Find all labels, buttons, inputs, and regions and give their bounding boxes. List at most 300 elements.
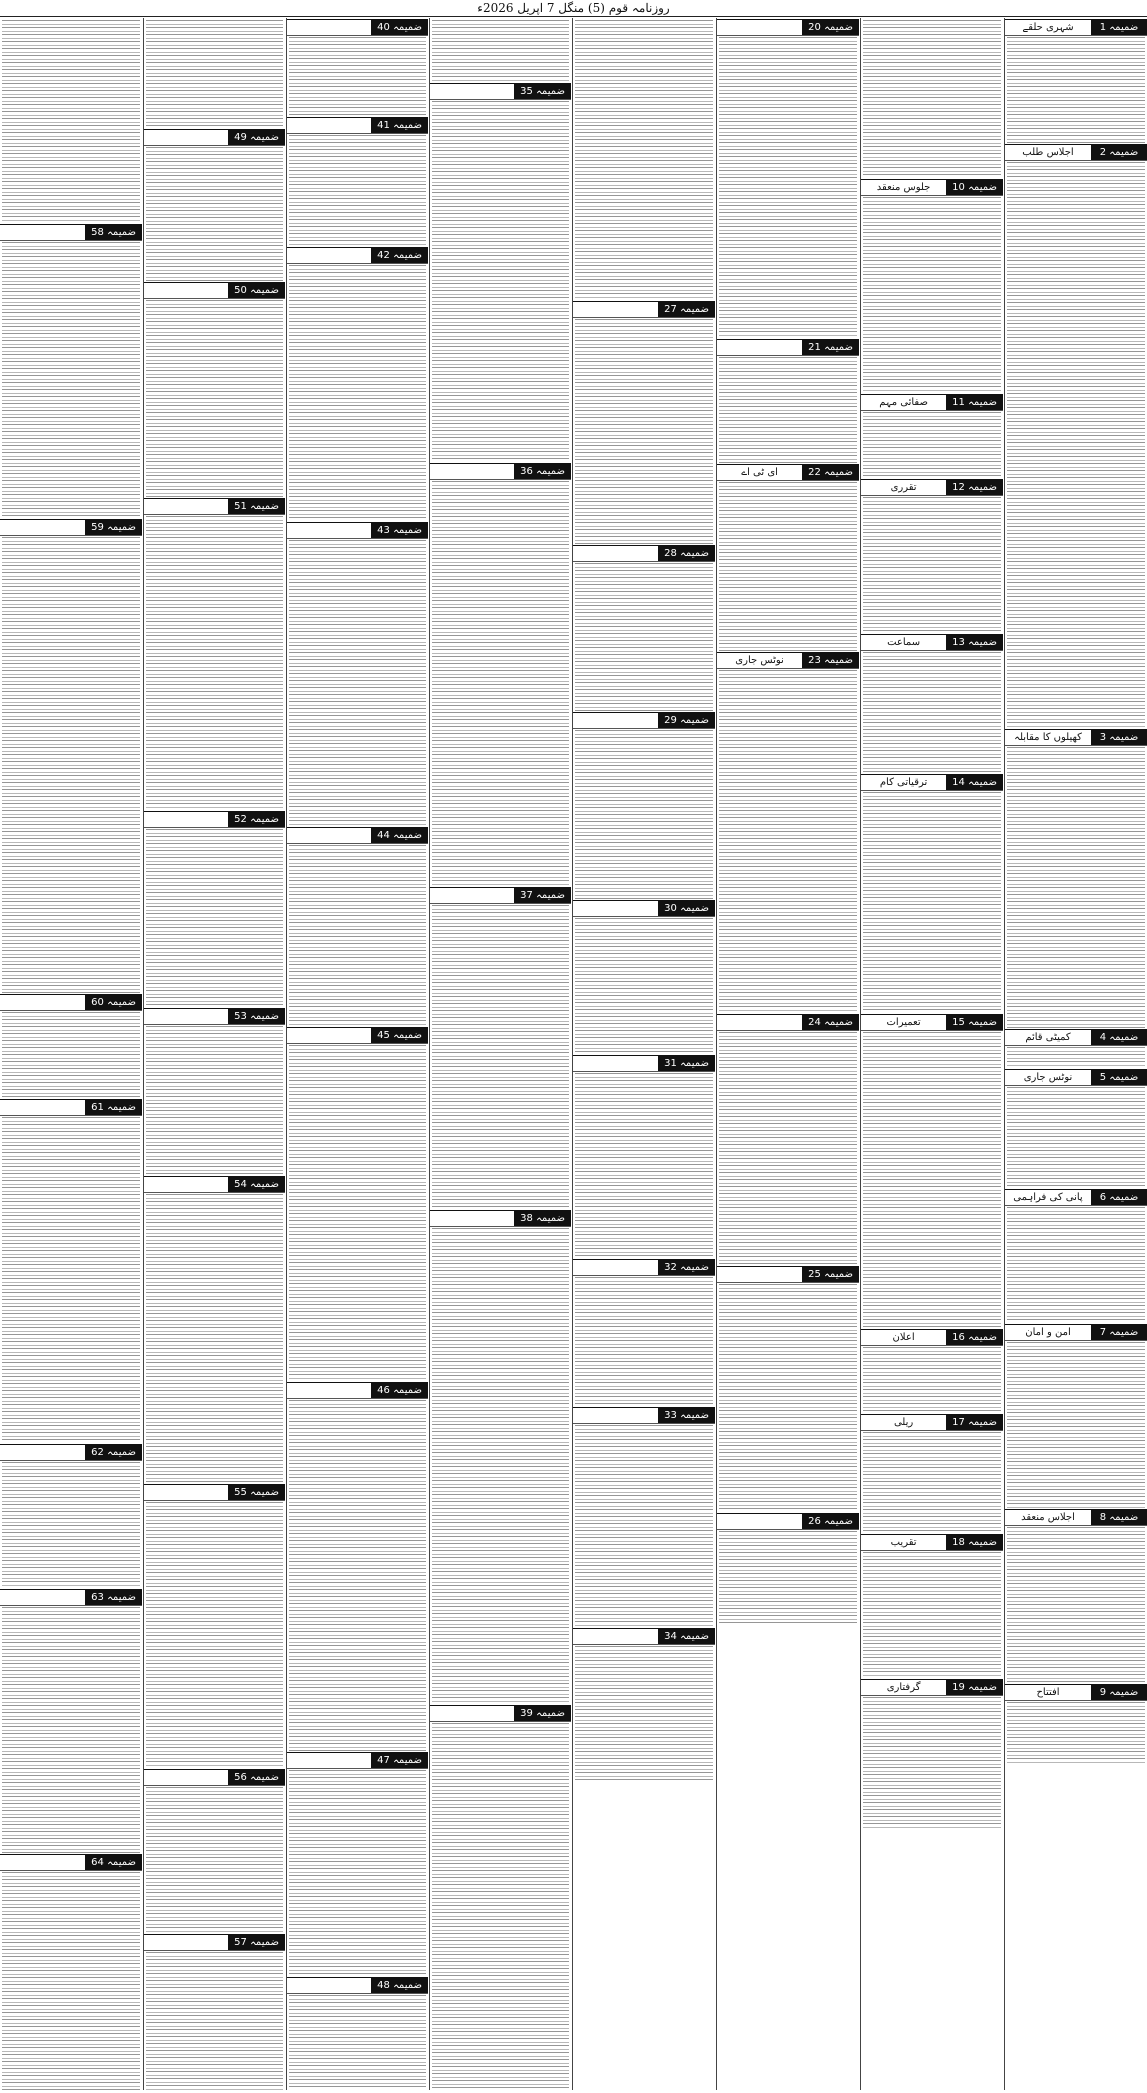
article-body-text	[1007, 1702, 1145, 1763]
article-title	[573, 713, 658, 728]
article-title: نوٹس جاری	[735, 655, 784, 666]
article-header	[287, 247, 428, 264]
article	[287, 1976, 428, 2090]
article-number-badge: ضمیمہ 58	[85, 225, 142, 240]
article-header	[287, 1382, 428, 1399]
article	[1005, 728, 1147, 1028]
article-body-text	[146, 20, 283, 128]
article	[861, 178, 1003, 393]
article	[144, 497, 285, 810]
article-body-text	[863, 1347, 1001, 1413]
article	[1005, 1188, 1147, 1323]
article-header	[861, 774, 1003, 791]
article-title	[573, 1260, 658, 1275]
column-divider	[143, 18, 144, 2090]
article-header	[144, 129, 285, 146]
article-number-badge: ضمیمہ 24	[802, 1015, 859, 1030]
article-header	[573, 1259, 715, 1276]
article-header	[861, 1534, 1003, 1551]
article-number-badge: ضمیمہ 9	[1091, 1685, 1147, 1700]
article-body-text	[146, 1787, 283, 1933]
article-title	[287, 1383, 371, 1398]
article-number-badge: ضمیمہ 41	[371, 118, 428, 133]
masthead: روزنامہ قوم (5) منگل 7 اپریل 2026ء	[477, 1, 670, 15]
article-number-badge: ضمیمہ 10	[946, 180, 1003, 195]
article-title	[287, 1978, 371, 1993]
article-number-badge: ضمیمہ 3	[1091, 730, 1147, 745]
article-header	[573, 545, 715, 562]
article	[0, 1443, 142, 1588]
article-title: تقریب	[890, 1537, 917, 1548]
article-header	[1005, 1029, 1147, 1046]
article	[0, 1853, 142, 2090]
article-body-text	[863, 1032, 1001, 1328]
article-header	[0, 1444, 142, 1461]
article-number-badge: ضمیمہ 22	[802, 465, 859, 480]
article-header	[717, 1014, 859, 1031]
article-body-text	[146, 829, 283, 1007]
article	[1005, 143, 1147, 728]
article-number-badge: ضمیمہ 56	[228, 1770, 285, 1785]
article-number-badge: ضمیمہ 54	[228, 1177, 285, 1192]
article	[573, 18, 715, 300]
article	[430, 18, 571, 82]
column-divider	[286, 18, 287, 2090]
article-body-text	[863, 652, 1001, 773]
article-body-text	[863, 792, 1001, 1013]
article-header	[717, 1513, 859, 1530]
column-4	[573, 18, 715, 2090]
article-body-text	[432, 101, 569, 462]
article	[0, 223, 142, 518]
article-header	[287, 1977, 428, 1994]
article-number-badge: ضمیمہ 50	[228, 283, 285, 298]
article-title	[144, 130, 228, 145]
article-title	[573, 1629, 658, 1644]
article	[144, 1768, 285, 1933]
article-header	[430, 887, 571, 904]
article	[287, 826, 428, 1026]
article-title	[0, 1100, 85, 1115]
article-title	[0, 1445, 85, 1460]
article-title	[430, 1211, 514, 1226]
article	[430, 82, 571, 462]
article	[144, 1175, 285, 1483]
article-number-badge: ضمیمہ 19	[946, 1680, 1003, 1695]
article-body-text	[575, 20, 713, 300]
article-title: اعلان	[892, 1332, 915, 1343]
article	[1005, 1683, 1147, 1763]
article-header	[861, 634, 1003, 651]
article-number-badge: ضمیمہ 34	[658, 1629, 715, 1644]
article-title	[573, 546, 658, 561]
article-title	[287, 118, 371, 133]
article-body-text	[719, 1284, 857, 1512]
article	[287, 521, 428, 826]
article-body-text	[289, 37, 426, 116]
article	[430, 1209, 571, 1704]
article-body-text	[719, 357, 857, 463]
article-body-text	[432, 905, 569, 1209]
article-number-badge: ضمیمہ 12	[946, 480, 1003, 495]
article	[861, 773, 1003, 1013]
article-title: کمیٹی قائم	[1025, 1032, 1071, 1043]
article-body-text	[289, 845, 426, 1026]
article-title	[430, 464, 514, 479]
article-body-text	[146, 1502, 283, 1768]
article-header	[573, 1407, 715, 1424]
article	[287, 1381, 428, 1751]
column-3	[717, 18, 859, 2090]
article-title: جلوس منعقد	[876, 182, 931, 193]
article-title	[144, 812, 228, 827]
article-number-badge: ضمیمہ 29	[658, 713, 715, 728]
article	[861, 1533, 1003, 1678]
article-header	[287, 522, 428, 539]
article-header	[0, 519, 142, 536]
article	[717, 18, 859, 338]
article	[573, 300, 715, 544]
article-header	[1005, 144, 1147, 161]
article-number-badge: ضمیمہ 45	[371, 1028, 428, 1043]
article	[861, 1013, 1003, 1328]
column-1	[1005, 18, 1147, 2090]
article-number-badge: ضمیمہ 27	[658, 302, 715, 317]
article-body-text	[146, 1026, 283, 1175]
article-header	[861, 1414, 1003, 1431]
article-body-text	[863, 1552, 1001, 1678]
article	[573, 1627, 715, 1782]
article-header	[573, 900, 715, 917]
article-body-text	[2, 1462, 140, 1588]
article	[1005, 1068, 1147, 1188]
article-header	[287, 19, 428, 36]
article-body-text	[719, 1032, 857, 1265]
article-title	[573, 302, 658, 317]
article-title: کھیلوں کا مقابلہ	[1014, 732, 1082, 743]
article-header	[287, 827, 428, 844]
article-number-badge: ضمیمہ 2	[1091, 145, 1147, 160]
article-header	[0, 224, 142, 241]
article	[144, 281, 285, 497]
article-title: پانی کی فراہمی	[1013, 1192, 1083, 1203]
article-header	[0, 1099, 142, 1116]
article	[144, 1007, 285, 1175]
article-body-text	[432, 1723, 569, 2090]
article-number-badge: ضمیمہ 47	[371, 1753, 428, 1768]
column-divider	[572, 18, 573, 2090]
article-title	[0, 1590, 85, 1605]
article-header	[573, 712, 715, 729]
article-body-text	[289, 1995, 426, 2090]
article-body-text	[1007, 37, 1145, 143]
article-number-badge: ضمیمہ 42	[371, 248, 428, 263]
article-title: اجلاس منعقد	[1021, 1512, 1075, 1523]
article-number-badge: ضمیمہ 62	[85, 1445, 142, 1460]
article	[144, 1933, 285, 2090]
article-number-badge: ضمیمہ 16	[946, 1330, 1003, 1345]
article	[0, 1098, 142, 1443]
article-header	[144, 498, 285, 515]
article	[144, 810, 285, 1007]
article	[573, 1258, 715, 1406]
article-number-badge: ضمیمہ 39	[514, 1706, 571, 1721]
article-header	[144, 811, 285, 828]
article-number-badge: ضمیمہ 31	[658, 1056, 715, 1071]
article-header	[144, 1176, 285, 1193]
article-title	[0, 225, 85, 240]
column-divider	[860, 18, 861, 2090]
article-title	[287, 1753, 371, 1768]
article-title	[0, 995, 85, 1010]
article-body-text	[863, 412, 1001, 478]
article-number-badge: ضمیمہ 20	[802, 20, 859, 35]
article-number-badge: ضمیمہ 36	[514, 464, 571, 479]
article-header	[144, 1769, 285, 1786]
article-body-text	[575, 1073, 713, 1258]
article	[1005, 18, 1147, 143]
article	[1005, 1323, 1147, 1508]
article-number-badge: ضمیمہ 11	[946, 395, 1003, 410]
article-header	[573, 1628, 715, 1645]
article-header	[287, 1027, 428, 1044]
column-2	[861, 18, 1003, 2090]
article	[430, 886, 571, 1209]
article-header	[717, 464, 859, 481]
article-header	[144, 1934, 285, 1951]
article-body-text	[289, 540, 426, 826]
column-divider	[716, 18, 717, 2090]
article	[717, 1013, 859, 1265]
article-header	[1005, 1069, 1147, 1086]
article-number-badge: ضمیمہ 32	[658, 1260, 715, 1275]
article	[717, 1512, 859, 1623]
article	[861, 1328, 1003, 1413]
article-body-text	[863, 1432, 1001, 1533]
article-body-text	[719, 670, 857, 1013]
article-body-text	[1007, 1207, 1145, 1323]
article-number-badge: ضمیمہ 26	[802, 1514, 859, 1529]
article-header	[717, 19, 859, 36]
article-header	[430, 83, 571, 100]
article-header	[144, 282, 285, 299]
article-header	[1005, 729, 1147, 746]
article-title	[287, 1028, 371, 1043]
article-header	[717, 339, 859, 356]
article-number-badge: ضمیمہ 38	[514, 1211, 571, 1226]
article-body-text	[575, 730, 713, 899]
article-number-badge: ضمیمہ 46	[371, 1383, 428, 1398]
article-body-text	[289, 1770, 426, 1976]
article-title: صفائی مہم	[879, 397, 928, 408]
article-body-text	[575, 1425, 713, 1627]
column-6	[287, 18, 428, 2090]
article-number-badge: ضمیمہ 28	[658, 546, 715, 561]
article-title: سماعت	[887, 637, 921, 648]
article-body-text	[719, 37, 857, 338]
article-body-text	[289, 265, 426, 521]
article-header	[0, 994, 142, 1011]
article-number-badge: ضمیمہ 48	[371, 1978, 428, 1993]
article-body-text	[575, 319, 713, 544]
article-title	[144, 1935, 228, 1950]
column-7	[144, 18, 285, 2090]
article-body-text	[289, 135, 426, 246]
article-header	[717, 652, 859, 669]
article	[717, 1265, 859, 1512]
article-number-badge: ضمیمہ 37	[514, 888, 571, 903]
article-number-badge: ضمیمہ 15	[946, 1015, 1003, 1030]
article-number-badge: ضمیمہ 53	[228, 1009, 285, 1024]
article-title	[573, 1408, 658, 1423]
article-body-text	[146, 1952, 283, 2090]
article-number-badge: ضمیمہ 44	[371, 828, 428, 843]
article-title	[430, 84, 514, 99]
article-number-badge: ضمیمہ 33	[658, 1408, 715, 1423]
article-title: نوٹس جاری	[1023, 1072, 1073, 1083]
article	[0, 993, 142, 1098]
article-body-text	[1007, 1342, 1145, 1508]
article	[144, 18, 285, 128]
article	[573, 711, 715, 899]
article-number-badge: ضمیمہ 43	[371, 523, 428, 538]
article-body-text	[2, 1117, 140, 1443]
article-number-badge: ضمیمہ 14	[946, 775, 1003, 790]
article-body-text	[2, 20, 140, 223]
article-header	[0, 1589, 142, 1606]
article-number-badge: ضمیمہ 60	[85, 995, 142, 1010]
article-header	[430, 1210, 571, 1227]
article	[287, 1026, 428, 1381]
article-number-badge: ضمیمہ 52	[228, 812, 285, 827]
article-title	[144, 1009, 228, 1024]
article-title: گرفتاری	[886, 1682, 921, 1693]
article	[861, 393, 1003, 478]
article-header	[861, 1679, 1003, 1696]
article-body-text	[1007, 747, 1145, 1028]
article	[144, 128, 285, 281]
article-number-badge: ضمیمہ 13	[946, 635, 1003, 650]
article	[573, 1406, 715, 1627]
article-number-badge: ضمیمہ 4	[1091, 1030, 1147, 1045]
article-body-text	[1007, 162, 1145, 728]
article-header	[573, 301, 715, 318]
article-title: شہری حلقے	[1022, 22, 1074, 33]
article-header	[861, 179, 1003, 196]
article-title	[717, 1015, 802, 1030]
article-body-text	[1007, 1047, 1145, 1068]
article-body-text	[432, 1228, 569, 1704]
article-body-text	[146, 1194, 283, 1483]
article-header	[1005, 1509, 1147, 1526]
article-title	[717, 1267, 802, 1282]
column-divider	[1004, 18, 1005, 2090]
article	[717, 651, 859, 1013]
article-title	[0, 1855, 85, 1870]
column-8	[0, 18, 142, 2090]
article-body-text	[719, 1531, 857, 1623]
article-title	[287, 248, 371, 263]
article-number-badge: ضمیمہ 35	[514, 84, 571, 99]
article-title	[430, 888, 514, 903]
article-header	[287, 117, 428, 134]
article-number-badge: ضمیمہ 25	[802, 1267, 859, 1282]
article	[287, 246, 428, 521]
article-number-badge: ضمیمہ 5	[1091, 1070, 1147, 1085]
article-body-text	[2, 1872, 140, 2090]
article-title	[573, 901, 658, 916]
article-body-text	[2, 537, 140, 993]
article-number-badge: ضمیمہ 17	[946, 1415, 1003, 1430]
article-number-badge: ضمیمہ 18	[946, 1535, 1003, 1550]
article-header	[1005, 1189, 1147, 1206]
article-body-text	[575, 1277, 713, 1406]
article	[0, 1588, 142, 1853]
article-body-text	[863, 20, 1001, 178]
article-number-badge: ضمیمہ 61	[85, 1100, 142, 1115]
article-title	[287, 20, 371, 35]
article-number-badge: ضمیمہ 23	[802, 653, 859, 668]
article-body-text	[1007, 1527, 1145, 1683]
article-title	[573, 1056, 658, 1071]
article-title: تقرری	[890, 482, 917, 493]
article-header	[573, 1055, 715, 1072]
article	[1005, 1028, 1147, 1068]
article-header	[144, 1008, 285, 1025]
article-title	[717, 20, 802, 35]
article-body-text	[2, 1607, 140, 1853]
article-body-text	[575, 918, 713, 1054]
article	[430, 1704, 571, 2090]
article-number-badge: ضمیمہ 51	[228, 499, 285, 514]
article-header	[430, 1705, 571, 1722]
article-number-badge: ضمیمہ 21	[802, 340, 859, 355]
article-number-badge: ضمیمہ 64	[85, 1855, 142, 1870]
article-title	[144, 1485, 228, 1500]
article-header	[1005, 19, 1147, 36]
article	[287, 18, 428, 116]
article	[430, 462, 571, 886]
article	[144, 1483, 285, 1768]
article	[861, 18, 1003, 178]
article-header	[861, 1329, 1003, 1346]
masthead-rule	[0, 16, 1147, 17]
article-body-text	[432, 481, 569, 886]
article-body-text	[863, 497, 1001, 633]
article-number-badge: ضمیمہ 63	[85, 1590, 142, 1605]
article-header	[861, 1014, 1003, 1031]
article-body-text	[575, 563, 713, 711]
article-header	[0, 1854, 142, 1871]
article	[861, 1678, 1003, 1828]
article-body-text	[146, 516, 283, 810]
article-header	[430, 463, 571, 480]
article-header	[1005, 1684, 1147, 1701]
article-body-text	[863, 1697, 1001, 1828]
article-header	[144, 1484, 285, 1501]
article-title	[144, 283, 228, 298]
article-title: امن و امان	[1025, 1327, 1071, 1338]
article-number-badge: ضمیمہ 7	[1091, 1325, 1147, 1340]
article-title: ترقیاتی کام	[879, 777, 928, 788]
article-title: ریلی	[893, 1417, 914, 1428]
article	[1005, 1508, 1147, 1683]
article-body-text	[719, 482, 857, 651]
article-header	[1005, 1324, 1147, 1341]
article-title	[717, 1514, 802, 1529]
article-body-text	[432, 20, 569, 82]
article-title	[0, 520, 85, 535]
